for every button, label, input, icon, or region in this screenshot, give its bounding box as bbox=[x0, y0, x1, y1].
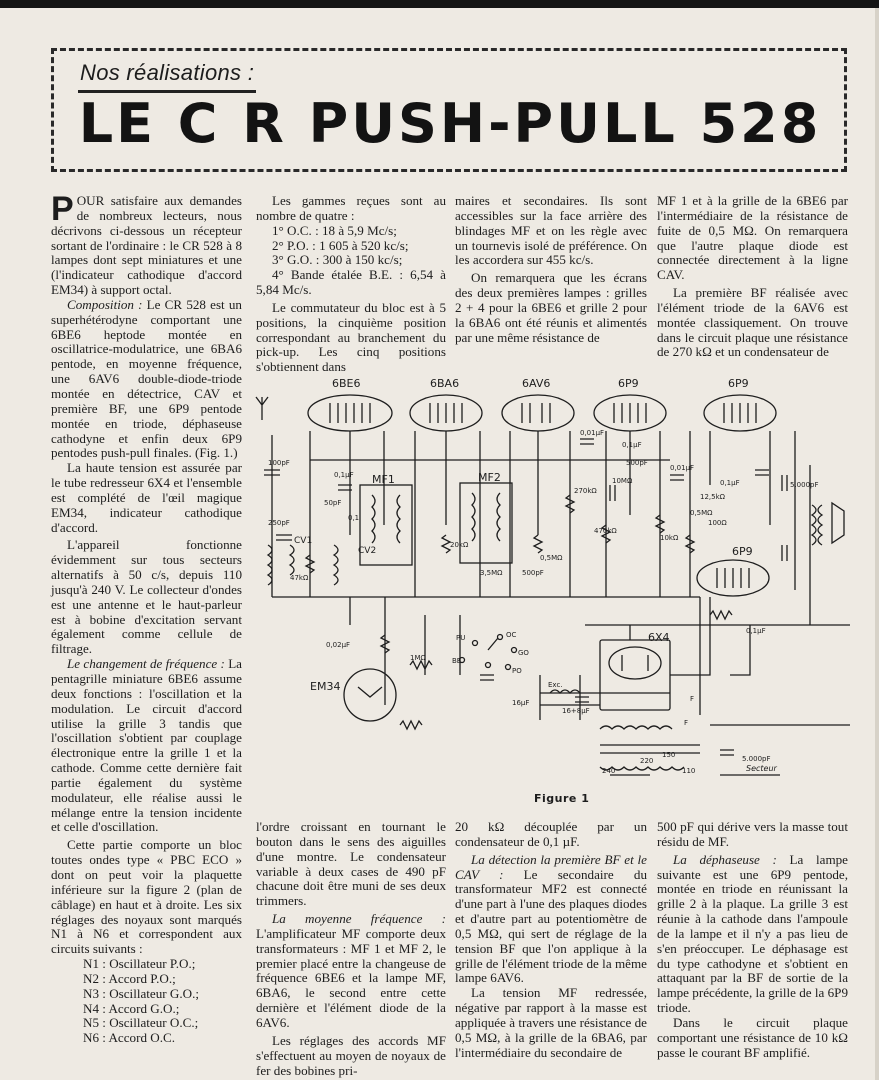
text-column-2-bottom bbox=[256, 820, 446, 1078]
component-label: 240 bbox=[602, 767, 616, 775]
component-label: Secteur bbox=[746, 764, 777, 773]
label-cv1: CV1 bbox=[294, 536, 313, 546]
text-column-3-bottom bbox=[455, 820, 647, 1061]
component-label: GO bbox=[518, 649, 529, 657]
component-label: 220 bbox=[640, 757, 654, 765]
if-heading: La moyenne fréquence : bbox=[272, 911, 446, 927]
component-label: 16+8µF bbox=[562, 707, 590, 715]
label-mf1: MF1 bbox=[372, 473, 395, 486]
text-column-4-bottom bbox=[657, 820, 848, 1061]
plate-circuit-paragraph: Dans le circuit plaque comportant une résistance de 10 kΩ passe le courant BF amplifié. bbox=[657, 1014, 848, 1060]
coil-block-paragraph: Cette partie comporte un bloc toutes ondes type « PBC ECO » dont on peut voir la plaquette inférieure sur la figure 2 (plan de câblage) en haut et à droite. Les six réglages des noyaux sont marqués N1 à N6 et correspondent aux circuits suivants : bbox=[51, 837, 242, 957]
list-item: 4° Bande étalée B.E. : 6,54 à 5,84 Mc/s. bbox=[256, 267, 446, 298]
switch-paragraph-continued: l'ordre croissant en tournant le bouton dans le sens des aiguilles d'une montre. Le condensateur variable à deux cases de 490 pF chacune doit être muni de ses deux trimmers. bbox=[256, 819, 446, 909]
mains-paragraph: L'appareil fonctionne évidemment sur tous secteurs alternatifs à 50 c/s, depuis 110 jusqu'à 240 V. Le collecteur d'ondes est une antenne et le haut-parleur est à bobine d'excitation servant également comme cellule de filtrage. bbox=[51, 537, 242, 657]
component-label: 10MΩ bbox=[612, 477, 633, 485]
label-6p9-c: 6P9 bbox=[732, 545, 753, 558]
component-label: 10kΩ bbox=[660, 534, 679, 542]
label-6x4: 6X4 bbox=[648, 631, 670, 644]
first-af-paragraph-continued: 500 pF qui dérive vers la masse tout résidu de MF. bbox=[657, 819, 848, 849]
tube-6be6 bbox=[308, 395, 392, 431]
text-column-3-top bbox=[455, 194, 647, 345]
component-label: 0,1µF bbox=[622, 441, 642, 449]
component-label: 270kΩ bbox=[574, 487, 597, 495]
composition-heading: Composition : bbox=[67, 296, 143, 312]
label-6ba6: 6BA6 bbox=[430, 377, 460, 390]
avc-paragraph: La tension MF redressée, négative par rapport à la masse est appliquée à travers une résistance de 0,5 MΩ, à la grille de la 6BA6, par l'intermédiaire du secondaire de bbox=[455, 985, 647, 1060]
component-label: 0,1µF bbox=[720, 479, 740, 487]
component-label: 20kΩ bbox=[450, 541, 469, 549]
screens-paragraph: On remarquera que les écrans des deux premières lampes : grilles 2 + 4 pour la 6BE6 et grille 2 pour la 6BA6 ont été réunis et alimentés par une même résistance de bbox=[455, 270, 647, 345]
component-label: F bbox=[690, 695, 695, 703]
component-label: PU bbox=[456, 634, 466, 642]
label-em34: EM34 bbox=[310, 680, 341, 693]
tube-6x4 bbox=[609, 647, 661, 679]
text-column-4-top bbox=[657, 194, 848, 360]
component-label: 0,1µF bbox=[334, 471, 354, 479]
component-label: 100Ω bbox=[708, 519, 727, 527]
component-label: 150 bbox=[662, 751, 676, 759]
screens-paragraph-continued: 20 kΩ découplée par un condensateur de 0,1 µF. bbox=[455, 819, 647, 849]
component-label: 110 bbox=[682, 767, 696, 775]
component-label: 1MΩ bbox=[410, 654, 426, 662]
antenna-symbol bbox=[256, 397, 268, 420]
detection-paragraph: La détection la première BF et le CAV : Le secondaire du transformateur MF2 est connecté d'une part à l'une des plaques diodes et d'autre part au potentiomètre de 0,5 MΩ, qui sert de réglage de la tension BF que l'on applique à la grille de l'élément triode de la même lampe 6AV6. bbox=[455, 851, 648, 986]
tube-em34 bbox=[344, 669, 396, 721]
component-label: 500pF bbox=[522, 569, 544, 577]
scan-right-border bbox=[875, 8, 879, 1080]
label-6be6: 6BE6 bbox=[332, 377, 361, 390]
list-item: N4 : Accord G.O.; bbox=[83, 1000, 180, 1016]
component-label: 47kΩ bbox=[290, 574, 309, 582]
phase-splitter-paragraph: La déphaseuse : La lampe suivante est une 6P9 pentode, montée en triode en réunissant la grille 2 à la plaque. La grille 3 est réunie à la cathode dans l'ampoule de la lampe et il n'y a pas lieu de s'en préoccuper. Le déphasage est du type cathodyne et s'obtient en attaquant par la BF de sortie de la lampe précédente, la grille de la 6P9 triode. bbox=[657, 851, 848, 1016]
component-label: 0,01µF bbox=[580, 429, 605, 437]
composition-paragraph: Composition : Le CR 528 est un superhétérodyne comportant une 6BE6 heptode montée en oscillatrice-modulatrice, une 6BA6 pentode, en moyenne fréquence, une 6AV6 double-diode-triode montée en détectrice, CAV et première BF, une 6P9 pentode montée en triode, déphaseuse cathodyne et enfin deux 6P9 pentodes push-pull finales. (Fig. 1.) bbox=[51, 296, 242, 461]
list-item: N6 : Accord O.C. bbox=[83, 1030, 176, 1046]
circuit-schematic bbox=[250, 375, 855, 795]
component-label: 0,1µF bbox=[746, 627, 766, 635]
label-6av6: 6AV6 bbox=[522, 377, 551, 390]
intro-paragraph: POUR satisfaire aux demandes de nombreux lecteurs, nous décrivons ci-dessous un récepteur sortant de l'ordinaire : le CR 528 à 8 lampes dont sept miniatures et une (l'indicateur cathodique d'accord EM34) à support octal. bbox=[51, 190, 242, 298]
if-transformer-mf2 bbox=[460, 483, 512, 563]
component-label: 0,5MΩ bbox=[540, 554, 563, 562]
text-column-1 bbox=[51, 190, 242, 1046]
component-label: 5.000pF bbox=[790, 481, 819, 489]
list-item: 3° G.O. : 300 à 150 kc/s; bbox=[272, 252, 403, 268]
if-adjust-paragraph: Les réglages des accords MF s'effectuent au moyen de noyaux de fer des bobines pri- bbox=[256, 1032, 446, 1078]
component-label: 50pF bbox=[324, 499, 342, 507]
coil-list bbox=[51, 957, 242, 1046]
switch-paragraph: Le commutateur du bloc est à 5 positions, la cinquième position correspondant au branchement du pick-up. Les cinq positions s'obtiennent dans bbox=[256, 299, 446, 375]
component-label: 0,5MΩ bbox=[690, 509, 713, 517]
list-item: 2° P.O. : 1 605 à 520 kc/s; bbox=[272, 237, 409, 253]
scan-top-border bbox=[0, 0, 879, 8]
list-item: N1 : Oscillateur P.O.; bbox=[83, 956, 196, 972]
component-label: PO bbox=[512, 667, 522, 675]
component-label: 12,5kΩ bbox=[700, 493, 725, 501]
article-title: LE C R PUSH-PULL 528 bbox=[78, 92, 822, 155]
tube-6x4-box bbox=[600, 640, 670, 710]
section-kicker: Nos réalisations : bbox=[80, 60, 255, 85]
label-6p9-b: 6P9 bbox=[728, 377, 749, 390]
if-paragraph: La moyenne fréquence : L'amplificateur MF comporte deux transformateurs : MF 1 et MF 2, le premier placé entre la changeuse de fréquence 6BE6 et la lampe MF, 6BA6, le second entre cette dernière et l'élément diode de la 6AV6. bbox=[256, 911, 446, 1030]
list-item: N2 : Accord P.O.; bbox=[83, 970, 176, 986]
frequency-change-paragraph: Le changement de fréquence : La pentagrille miniature 6BE6 assume deux fonctions : l'oscillation et la modulation. Le circuit d'accord utilise la grille 3 tandis que l'oscillation s'obtient par couplage électronique entre la grille 1 et la cathode. Comme cette dernière fait partie également du système modulateur, elle réalise aussi le mélange entre la tension incidente et celle d'oscillation. bbox=[51, 656, 242, 835]
mf-adjust-paragraph: maires et secondaires. Ils sont accessibles sur la face arrière des blindages MF et on les règle avec un tournevis isolé de préférence. On les accordera sur 455 kc/s. bbox=[455, 193, 647, 268]
loudspeaker-symbol bbox=[832, 503, 844, 543]
high-voltage-paragraph: La haute tension est assurée par le tube redresseur 6X4 et l'ensemble est complété de l'œil magique EM34, indicateur cathodique d'accord. bbox=[51, 460, 242, 535]
component-label: 3,5MΩ bbox=[480, 569, 503, 577]
list-item: N5 : Oscillateur O.C.; bbox=[83, 1015, 199, 1031]
label-cv2: CV2 bbox=[358, 546, 377, 556]
component-label: 250pF bbox=[268, 519, 290, 527]
list-item: N3 : Oscillateur G.O.; bbox=[83, 985, 200, 1001]
label-mf2: MF2 bbox=[478, 471, 501, 484]
component-label: 16µF bbox=[512, 699, 530, 707]
detection-heading: La détection la première BF et le CAV : bbox=[455, 851, 647, 882]
text-column-2-top bbox=[256, 194, 446, 375]
drop-cap: P bbox=[51, 190, 74, 228]
component-label: BE bbox=[452, 657, 462, 665]
component-label: OC bbox=[506, 631, 517, 639]
phase-splitter-heading: La déphaseuse : bbox=[673, 851, 777, 867]
component-label: 5.000pF bbox=[742, 755, 771, 763]
grid-leak-paragraph: MF 1 et à la grille de la 6BE6 par l'intermédiaire de la résistance de fuite de 0,5 MΩ. On remarquera que l'autre plaque diode est connectée directement à la ligne CAV. bbox=[657, 193, 848, 283]
component-label: 0,1 bbox=[348, 514, 360, 522]
tube-6av6 bbox=[502, 395, 574, 431]
component-label: 0,02µF bbox=[326, 641, 351, 649]
frequency-change-heading: Le changement de fréquence : bbox=[67, 656, 225, 672]
component-label: 470kΩ bbox=[594, 527, 617, 535]
component-label: F bbox=[684, 719, 689, 727]
bands-intro: Les gammes reçues sont au nombre de quatre : bbox=[256, 193, 446, 223]
component-label: 0,01µF bbox=[670, 464, 695, 472]
component-label: 100pF bbox=[268, 459, 290, 467]
component-label: Exc. bbox=[548, 681, 563, 689]
figure-caption: Figure 1 bbox=[534, 792, 590, 805]
first-af-paragraph: La première BF réalisée avec l'élément triode de la 6AV6 est montée classiquement. On trouve dans le circuit plaque une résistance de 270 kΩ et un condensateur de bbox=[657, 285, 848, 360]
label-6p9-a: 6P9 bbox=[618, 377, 639, 390]
component-label: 500pF bbox=[626, 459, 648, 467]
list-item: 1° O.C. : 18 à 5,9 Mc/s; bbox=[272, 222, 397, 238]
